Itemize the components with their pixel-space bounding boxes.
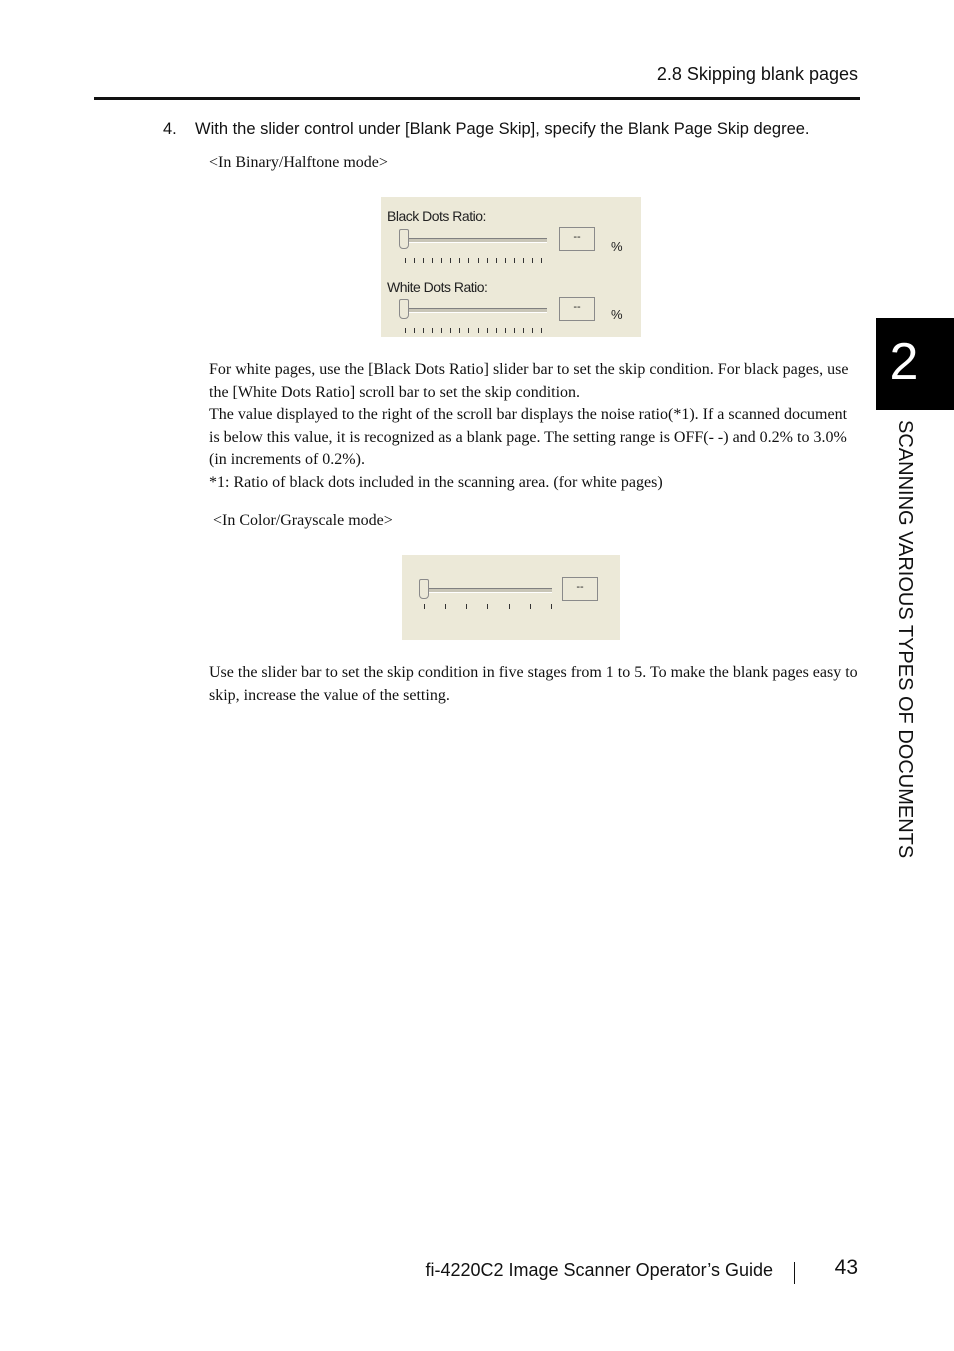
- header-rule: [94, 97, 860, 100]
- footer-separator: [794, 1262, 795, 1284]
- binary-mode-label: <In Binary/Halftone mode>: [209, 154, 388, 171]
- white-dots-unit: %: [611, 307, 623, 322]
- black-dots-value-box: --: [559, 227, 595, 251]
- chapter-tab: [876, 318, 954, 410]
- binary-mode-description: [209, 359, 859, 495]
- white-dots-slider-track[interactable]: [401, 308, 547, 313]
- color-paragraph-1: Use the slider bar to set the skip condition in five stages from 1 to 5. To make the blank pages easy to skip, increase the value of the setting.: [209, 664, 858, 704]
- binary-paragraph-1: For white pages, use the [Black Dots Ratio] slider bar to set the skip condition. For black pages, use the [White Dots Ratio] scroll bar to set the skip condition.: [209, 361, 849, 401]
- black-dots-unit: %: [611, 239, 623, 254]
- binary-slider-panel: [381, 197, 641, 337]
- white-dots-ratio-label: White Dots Ratio:: [387, 279, 488, 295]
- binary-footnote: *1: Ratio of black dots included in the scanning area. (for white pages): [209, 473, 663, 491]
- white-dots-slider-thumb[interactable]: [399, 299, 409, 319]
- step-text: With the slider control under [Blank Page Skip], specify the Blank Page Skip degree.: [195, 120, 810, 138]
- black-dots-slider-thumb[interactable]: [399, 229, 409, 249]
- color-slider-ticks: [424, 604, 552, 609]
- step-4: [163, 120, 863, 139]
- color-mode-description: [209, 662, 859, 707]
- color-slider-panel: [402, 555, 620, 640]
- color-mode-label: <In Color/Grayscale mode>: [213, 512, 393, 529]
- white-dots-value-box: --: [559, 297, 595, 321]
- color-slider-track[interactable]: [422, 588, 552, 593]
- color-slider-thumb[interactable]: [419, 579, 429, 599]
- black-dots-slider-ticks: [405, 258, 542, 263]
- running-header: 2.8 Skipping blank pages: [656, 64, 858, 84]
- binary-paragraph-2: The value displayed to the right of the scroll bar displays the noise ratio(*1). If a scanned document is below this value, it is recognized as a blank page. The setting range is OFF(- -) and 0.2% to 3.0% (in increments of 0.2%).: [209, 406, 848, 469]
- chapter-number: 2: [889, 333, 919, 391]
- chapter-title-vertical: SCANNING VARIOUS TYPES OF DOCUMENTS: [894, 420, 916, 859]
- step-number: 4.: [163, 120, 177, 138]
- black-dots-slider-track[interactable]: [401, 238, 547, 243]
- white-dots-slider-ticks: [405, 328, 542, 333]
- page-number: 43: [834, 1256, 858, 1279]
- footer-guide-title: fi-4220C2 Image Scanner Operator’s Guide: [425, 1260, 773, 1280]
- color-value-box: --: [562, 577, 598, 601]
- black-dots-ratio-label: Black Dots Ratio:: [387, 208, 486, 224]
